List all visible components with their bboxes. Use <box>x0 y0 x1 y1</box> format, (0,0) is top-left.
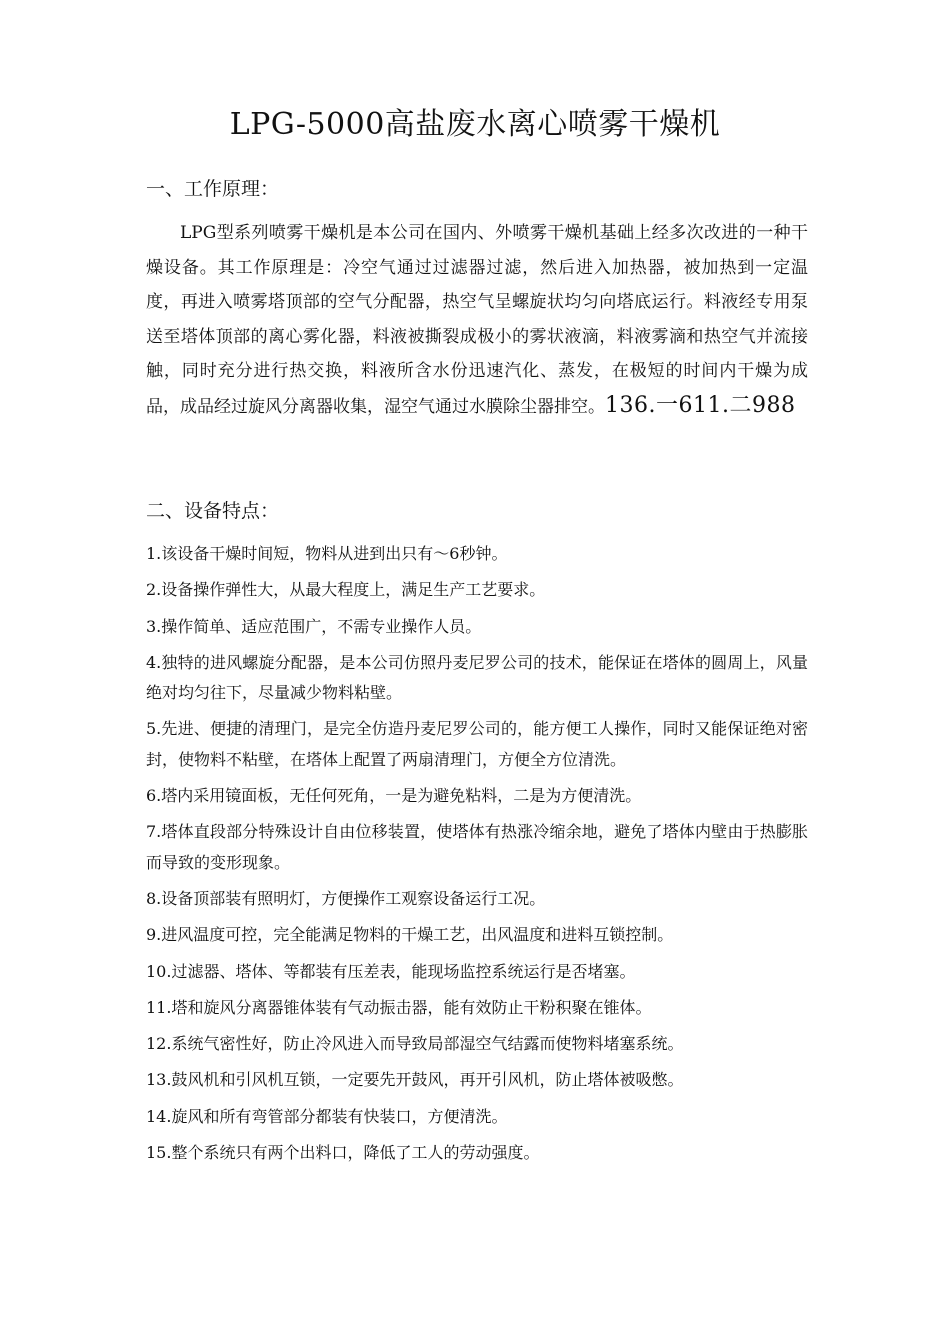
section-heading-features: 二、设备特点： <box>146 500 280 522</box>
feature-item: 11.塔和旋风分离器锥体装有气动振击器，能有效防止干粉积聚在锥体。 <box>146 997 652 1017</box>
feature-item: 3.操作简单、适应范围广，不需专业操作人员。 <box>146 616 482 636</box>
feature-item: 9.进风温度可控，完全能满足物料的干燥工艺，出风温度和进料互锁控制。 <box>146 925 674 945</box>
feature-item: 1.该设备干燥时间短，物料从进到出只有～6秒钟。 <box>146 544 508 563</box>
feature-item: 13.鼓风机和引风机互锁，一定要先开鼓风，再开引风机，防止塔体被吸憋。 <box>146 1070 684 1090</box>
feature-item: 10.过滤器、塔体、等都装有压差表，能现场监控系统运行是否堵塞。 <box>146 961 636 981</box>
feature-item: 4.独特的进风螺旋分配器，是本公司仿照丹麦尼罗公司的技术，能保证在塔体的圆周上，风量绝对均匀往下，尽量减少物料粘壁。 <box>146 652 808 703</box>
feature-item: 15.整个系统只有两个出料口，降低了工人的劳动强度。 <box>146 1143 540 1163</box>
section-heading-principle: 一、工作原理： <box>146 178 280 200</box>
principle-paragraph <box>146 216 808 424</box>
feature-item: 5.先进、便捷的清理门，是完全仿造丹麦尼罗公司的，能方便工人操作，同时又能保证绝对密封，使物料不粘壁，在塔体上配置了两扇清理门，方便全方位清洗。 <box>146 719 808 769</box>
feature-item: 14.旋风和所有弯管部分都装有快装口，方便清洗。 <box>146 1106 508 1126</box>
phone-number: 136.一611.二988 <box>605 392 796 418</box>
principle-body-text: LPG型系列喷雾干燥机是本公司在国内、外喷雾干燥机基础上经多次改进的一种干燥设备。其工作原理是：冷空气通过过滤器过滤，然后进入加热器，被加热到一定温度，再进入喷雾塔顶部的空气分配器，热空气呈螺旋状均匀向塔底运行。料液经专用泵送至塔体顶部的离心雾化器，料液被撕裂成极小的雾状液滴，料液雾滴和热空气并流接触，同时充分进行热交换，料液所含水份迅速汽化、蒸发，在极短的时间内干燥为成品，成品经过旋风分离器收集，湿空气通过水膜除尘器排空。 <box>146 223 808 417</box>
feature-item: 12.系统气密性好，防止冷风进入而导致局部湿空气结露而使物料堵塞系统。 <box>146 1034 684 1054</box>
document-title: LPG-5000高盐废水离心喷雾干燥机 <box>229 107 721 142</box>
feature-item: 7.塔体直段部分特殊设计自由位移装置，使塔体有热涨冷缩余地，避免了塔体内壁由于热膨胀而导致的变形现象。 <box>146 822 808 872</box>
feature-item: 6.塔内采用镜面板，无任何死角，一是为避免粘料，二是为方便清洗。 <box>146 786 642 806</box>
feature-item: 2.设备操作弹性大，从最大程度上，满足生产工艺要求。 <box>146 580 546 600</box>
feature-item: 8.设备顶部装有照明灯，方便操作工观察设备运行工况。 <box>146 888 546 908</box>
feature-list <box>146 539 808 1174</box>
